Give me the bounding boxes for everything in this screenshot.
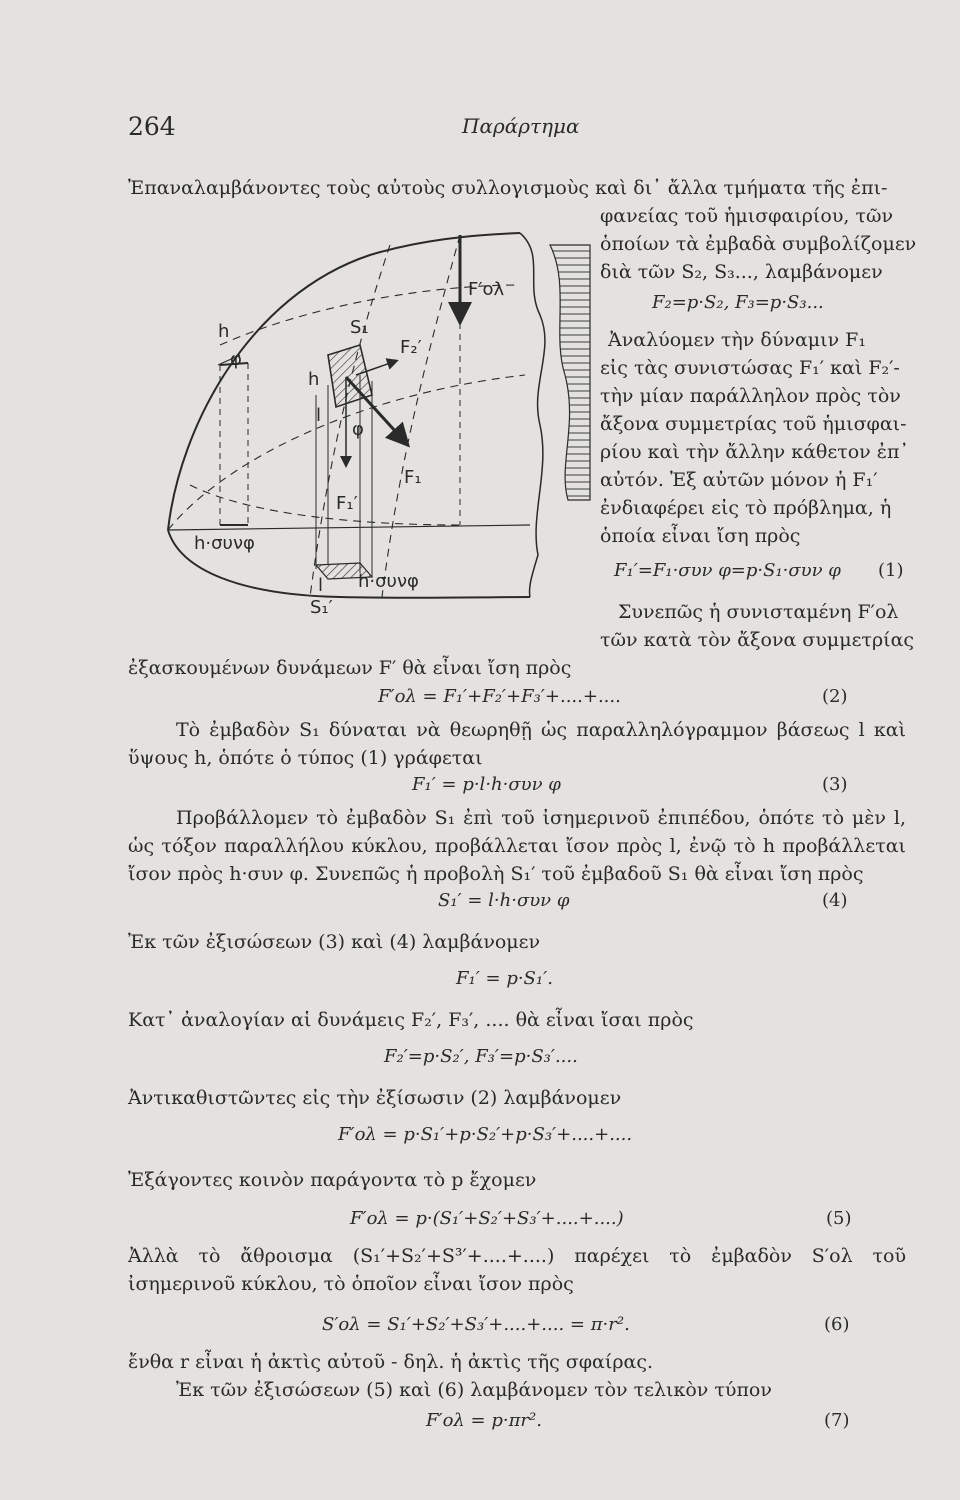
text-line: ἔνθα r εἶναι ἡ ἀκτὶς αὐτοῦ - δηλ. ἡ ἀκτὶς τῆς σφαίρας. [128, 1351, 654, 1373]
label-h2: h [308, 369, 320, 390]
label-f1-prime: F₁′ [336, 493, 358, 514]
page-number: 264 [128, 112, 176, 141]
label-phi2: φ [352, 419, 364, 440]
text-line: Κατ᾽ ἀναλογίαν αἱ δυνάμεις F₂′, F₃′, .... θὰ εἶναι ἴσαι πρὸς [128, 1009, 694, 1031]
equation-7-number: (7) [824, 1410, 850, 1431]
text-line: Ἐκ τῶν ἐξισώσεων (5) καὶ (6) λαμβάνομεν τὸν τελικὸν τύπον [176, 1379, 772, 1401]
equation-3: F₁′ = p·l·h·συν φ [412, 774, 561, 795]
equation-6-number: (6) [824, 1314, 850, 1335]
equation-4-number: (4) [822, 890, 848, 911]
right-col-line: ὁποία εἶναι ἴση πρὸς [600, 525, 801, 547]
equation-f2-f3: F₂=p·S₂, F₃=p·S₃... [652, 292, 824, 313]
equation-5-number: (5) [826, 1208, 852, 1229]
hemisphere-figure [160, 225, 600, 645]
right-col-line: Ἀναλύομεν τὴν δύναμιν F₁ [608, 329, 866, 351]
right-col-line: τῶν κατὰ τὸν ἄξονα συμμετρίας [600, 629, 915, 651]
equation-2-number: (2) [822, 686, 848, 707]
equation-f1: F₁′ = p·S₁′. [456, 968, 553, 989]
text-line: Ἐξάγοντες κοινὸν παράγοντα τὸ p ἔχομεν [128, 1169, 537, 1191]
label-phi: φ [230, 349, 242, 370]
label-h-cos-2: h·συνφ [358, 571, 419, 592]
label-f-total: F′ολ [468, 279, 505, 300]
label-h: h [218, 321, 230, 342]
right-col-line: τὴν μίαν παράλληλον πρὸς τὸν [600, 385, 901, 407]
right-col-line: Συνεπῶς ἡ συνισταμένη F′ολ [618, 601, 899, 623]
label-l: l [316, 405, 322, 426]
running-title: Παράρτημα [462, 114, 580, 138]
label-f2-prime: F₂′ [400, 337, 422, 358]
right-col-line: εἰς τὰς συνιστώσας F₁′ καὶ F₂′- [600, 357, 900, 379]
label-l2: l [318, 575, 324, 596]
intro-line: Ἐπαναλαμβάνοντες τοὺς αὐτοὺς συλλογισμοὺς καὶ δι᾽ ἄλλα τμήματα τῆς ἐπι- [128, 177, 888, 199]
equation-6: S′ολ = S₁′+S₂′+S₃′+....+.... = π·r². [322, 1314, 630, 1335]
equation-7: F′ολ = p·πr². [426, 1410, 542, 1431]
right-col-line: ἐνδιαφέρει εἰς τὸ πρόβλημα, ἡ [600, 497, 892, 519]
equation-substituted: F′ολ = p·S₁′+p·S₂′+p·S₃′+....+.... [338, 1124, 633, 1145]
equation-f2-f3-prime: F₂′=p·S₂′, F₃′=p·S₃′.... [384, 1046, 578, 1067]
label-s1-prime: S₁′ [310, 597, 333, 618]
equation-1-number: (1) [878, 560, 904, 581]
right-col-line: διὰ τῶν S₂, S₃..., λαμβάνομεν [600, 261, 883, 283]
equation-1: F₁′=F₁·συν φ=p·S₁·συν φ [614, 560, 841, 581]
equation-4: S₁′ = l·h·συν φ [438, 890, 570, 911]
text-line: ἐξασκουμένων δυνάμεων F′ θὰ εἶναι ἴση πρὸς [128, 657, 572, 679]
label-s1: S₁ [350, 317, 369, 338]
paragraph-projection: Προβάλλομεν τὸ ἐμβαδὸν S₁ ἐπὶ τοῦ ἰσημερινοῦ ἐπιπέδου, ὁπότε τὸ μὲν l, ὡς τόξον παραλλήλου κύκλου, προβάλλεται ἴσον πρὸς l, ἐνῷ τὸ h προβάλλεται ἴσον πρὸς h·συν φ. Συνεπῶς ἡ προβολὴ S₁′ τοῦ ἐμβαδοῦ S₁ θὰ εἶναι ἴση πρὸς [128, 807, 906, 885]
paragraph-sum: Ἀλλὰ τὸ ἄθροισμα (S₁′+S₂′+S³′+....+....) παρέχει τὸ ἐμβαδὸν S′ολ τοῦ ἰσημερινοῦ κύκλου, τὸ ὁποῖον εἶναι ἴσον πρὸς [128, 1245, 906, 1295]
equation-5: F′ολ = p·(S₁′+S₂′+S₃′+....+....) [350, 1208, 624, 1229]
label-f1: F₁ [404, 467, 422, 488]
label-h-cos-1: h·συνφ [194, 533, 255, 554]
equation-3-number: (3) [822, 774, 848, 795]
right-col-line: ρίου καὶ τὴν ἄλλην κάθετον ἐπ᾽ [600, 441, 909, 463]
text-line: Ἀντικαθιστῶντες εἰς τὴν ἐξίσωσιν (2) λαμβάνομεν [128, 1087, 622, 1109]
right-col-line: φανείας τοῦ ἡμισφαιρίου, τῶν [600, 205, 894, 227]
paragraph-area: Τὸ ἐμβαδὸν S₁ δύναται νὰ θεωρηθῇ ὡς παραλληλόγραμμον βάσεως l καὶ ὕψους h, ὁπότε ὁ τύπος (1) γράφεται [128, 719, 906, 769]
equation-2: F′ολ = F₁′+F₂′+F₃′+....+.... [378, 686, 621, 707]
right-col-line: ὁποίων τὰ ἐμβαδὰ συμβολίζομεν [600, 233, 917, 255]
right-col-line: ἄξονα συμμετρίας τοῦ ἡμισφαι- [600, 413, 907, 435]
text-line: Ἐκ τῶν ἐξισώσεων (3) καὶ (4) λαμβάνομεν [128, 931, 541, 953]
right-col-line: αὐτόν. Ἐξ αὐτῶν μόνον ἡ F₁′ [600, 469, 878, 491]
